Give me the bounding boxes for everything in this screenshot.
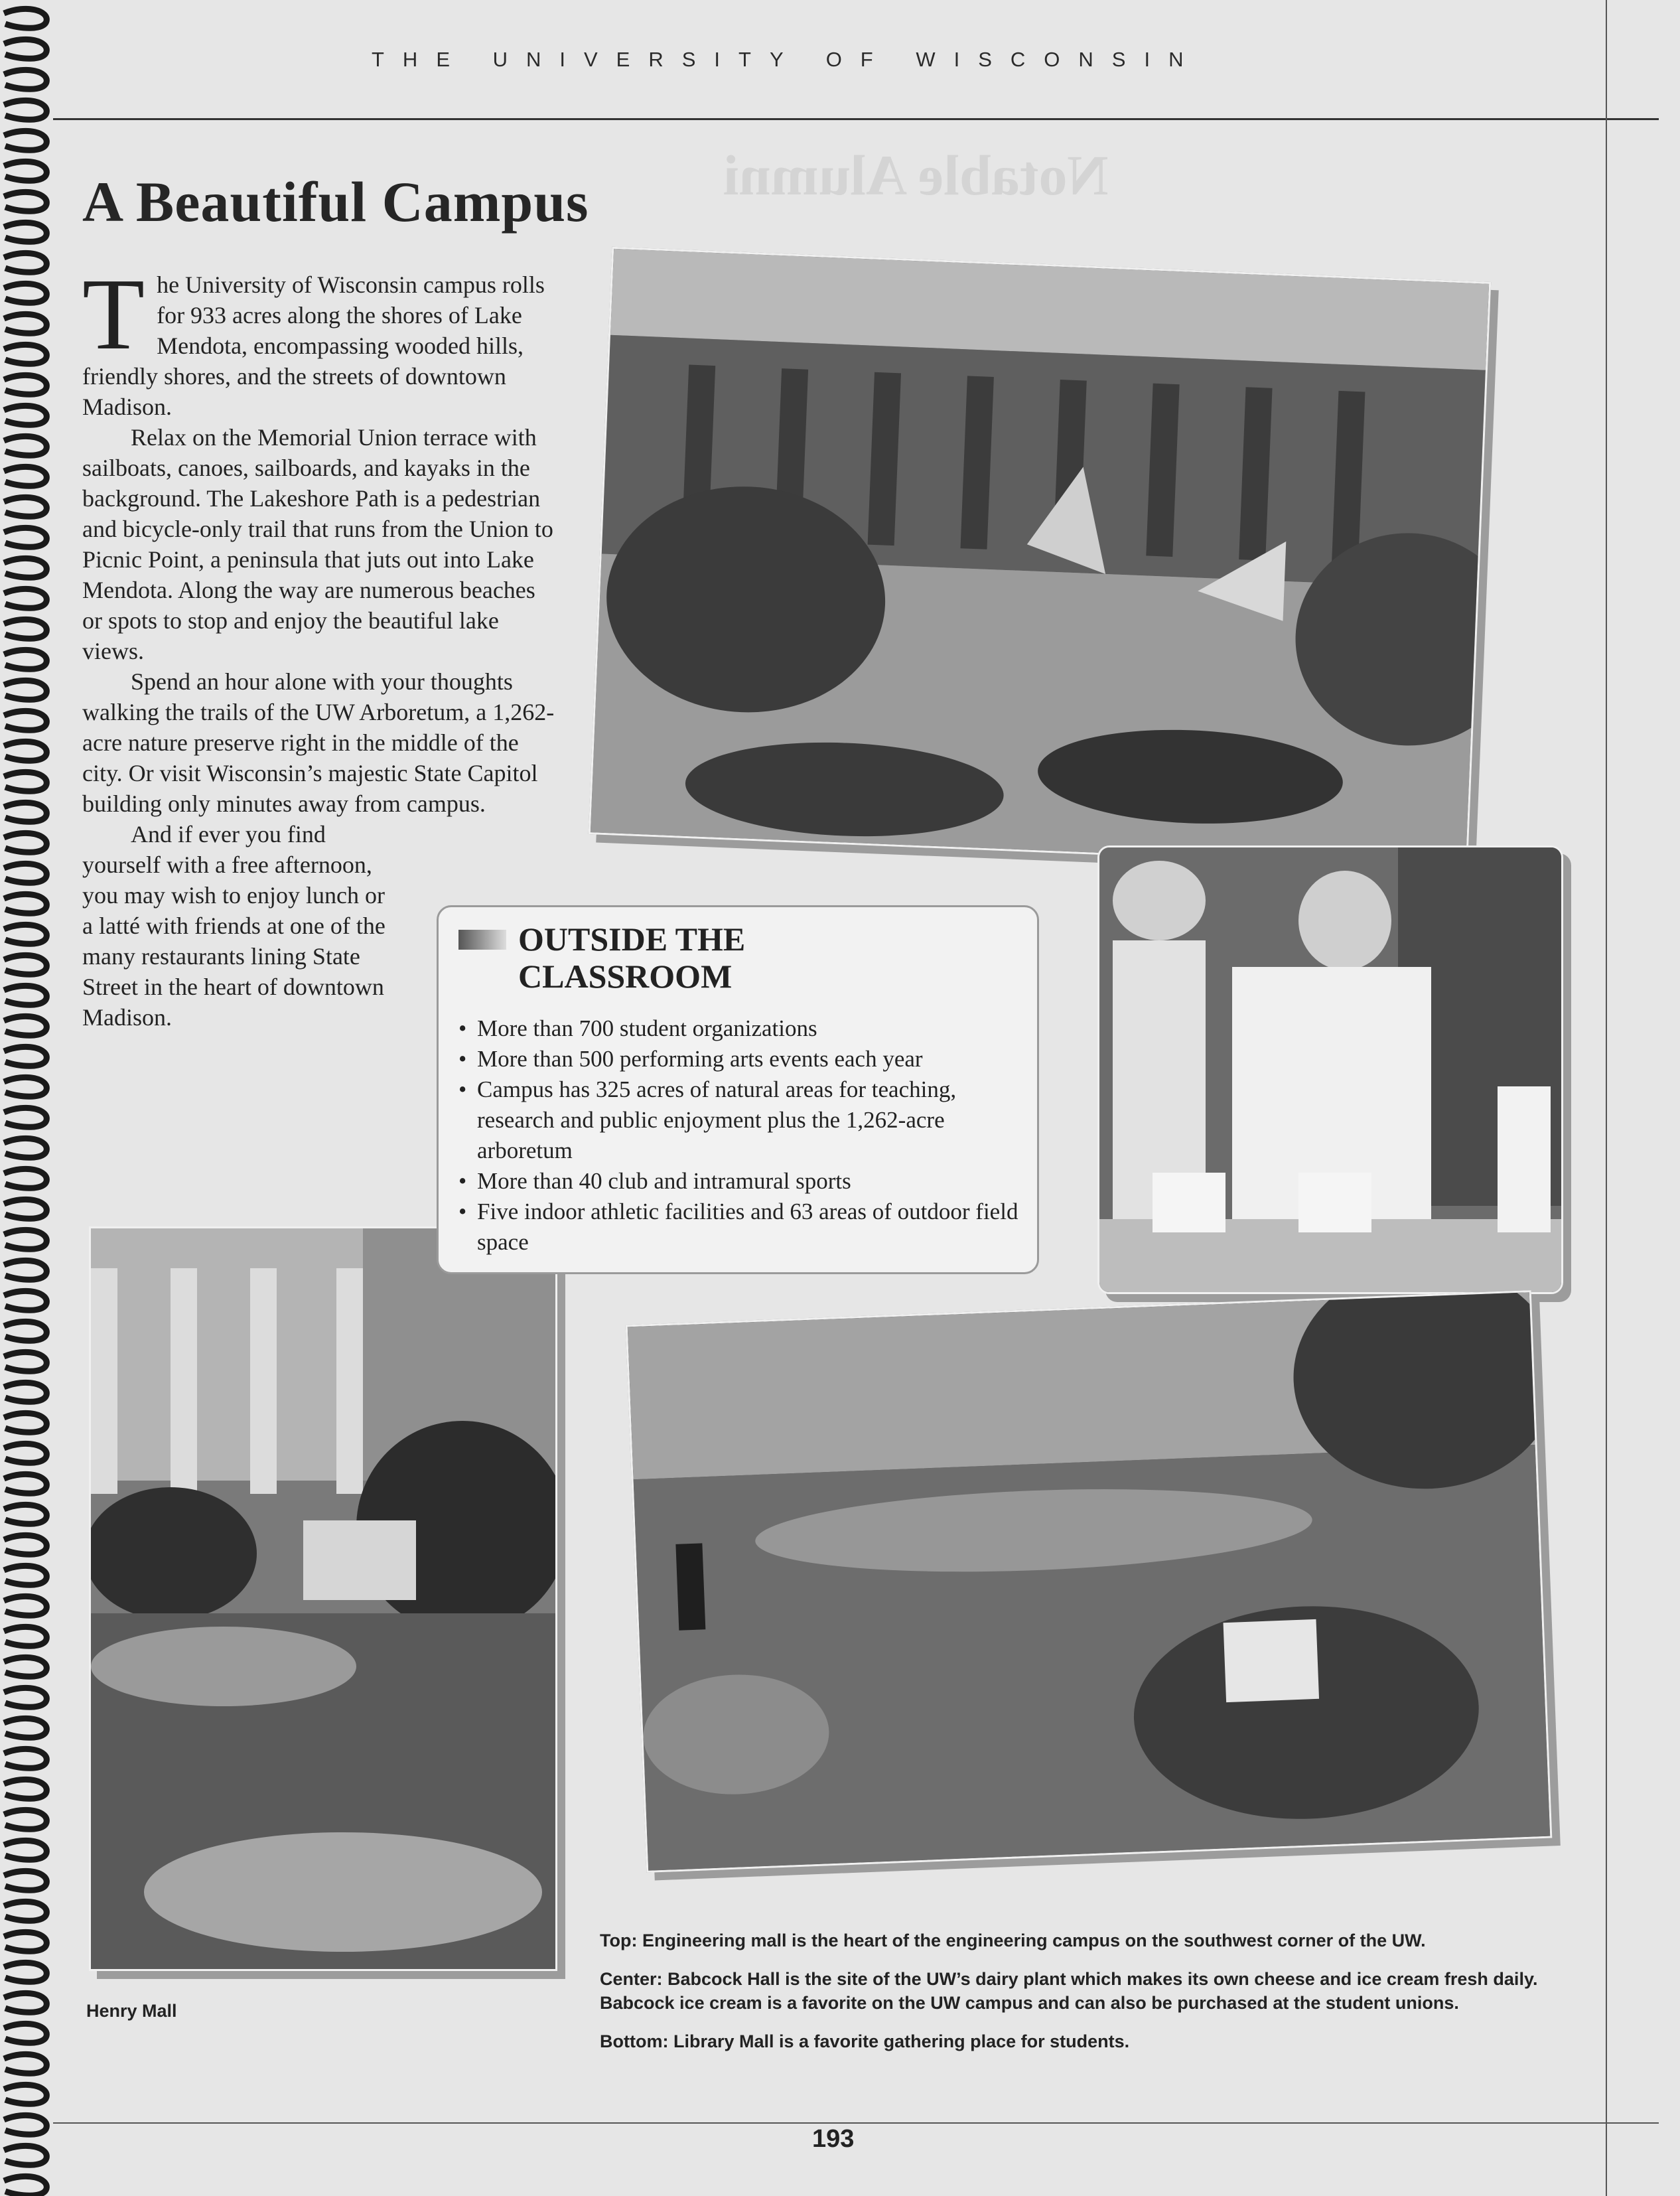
list-item: • More than 40 club and intramural sports [458, 1166, 1029, 1197]
spiral-coil [4, 1443, 46, 1463]
spiral-coil [4, 1718, 46, 1737]
page-number: 193 [812, 2125, 855, 2153]
spiral-coil [4, 405, 46, 425]
spiral-coil [4, 2115, 46, 2134]
drop-cap: T [82, 258, 145, 371]
spiral-coil [4, 9, 46, 28]
spiral-coil [4, 1566, 46, 1585]
spiral-coil [4, 314, 46, 333]
spiral-coil [4, 131, 46, 150]
spiral-coil [4, 558, 46, 577]
spiral-coil [4, 1321, 46, 1341]
list-item: • More than 500 performing arts events each year [458, 1044, 1029, 1074]
spiral-coil [4, 222, 46, 242]
spiral-coil [4, 2023, 46, 2043]
list-item: • Campus has 325 acres of natural areas for teaching, research and public enjoyment plus the 1,262-acre arboretum [458, 1074, 1029, 1166]
spiral-coil [4, 1108, 46, 1127]
caption-center: Center: Babcock Hall is the site of the UW’s dairy plant which makes its own cheese and ice cream fresh daily. Babcock ice cream is a favorite on the UW campus and can also be purchased at the student unions. [600, 1969, 1538, 2013]
spiral-coil [4, 161, 46, 181]
caption-bottom: Bottom: Library Mall is a favorite gathering place for students. [600, 2031, 1130, 2051]
spiral-coil [4, 1138, 46, 1157]
henry-mall-photo [89, 1226, 557, 1971]
list-item: • Five indoor athletic facilities and 63 areas of outdoor field space [458, 1197, 1029, 1258]
spiral-coil [4, 253, 46, 272]
henry-mall-caption: Henry Mall [86, 2001, 177, 2021]
spiral-coil [4, 924, 46, 944]
spiral-coil [4, 1749, 46, 1768]
bleed-through-title: Notable Alumni [723, 143, 1109, 207]
spiral-coil [4, 1047, 46, 1066]
spiral-binding [0, 0, 52, 2196]
spiral-coil [4, 1688, 46, 1707]
spiral-coil [4, 1382, 46, 1402]
paragraph-1: The University of Wisconsin campus rolls for 933 acres along the shores of Lake Mendota, encompassing wooded hills, friendly shores, and the streets of downtown Madison. [82, 258, 545, 420]
sidebar-heading: OUTSIDE THE CLASSROOM [518, 920, 746, 995]
caption-top: Top: Engineering mall is the heart of the engineering campus on the southwest corner of the UW. [600, 1931, 1426, 1950]
bottom-rule [53, 2122, 1659, 2124]
paragraph-4: And if ever you find yourself with a free afternoon, you may wish to enjoy lunch or a latté with friends at one of the many restaurants lining State Street in the heart of downtown Madison. [82, 821, 385, 1031]
spiral-coil [4, 528, 46, 547]
spiral-coil [4, 1810, 46, 1829]
spiral-coil [4, 467, 46, 486]
spiral-coil [4, 1413, 46, 1432]
spiral-coil [4, 2176, 46, 2195]
spiral-coil [4, 1871, 46, 1890]
spiral-coil [4, 1199, 46, 1218]
spiral-coil [4, 894, 46, 913]
spiral-coil [4, 711, 46, 730]
sidebar-list [458, 1013, 1029, 1258]
spiral-coil [4, 1077, 46, 1096]
spiral-coil [4, 2054, 46, 2073]
spiral-coil [4, 1474, 46, 1493]
spiral-coil [4, 192, 46, 211]
spiral-coil [4, 497, 46, 516]
spiral-coil [4, 772, 46, 791]
spiral-coil [4, 1352, 46, 1371]
library-mall-photo [626, 1290, 1553, 1873]
page-title: A Beautiful Campus [82, 169, 589, 234]
spiral-coil [4, 70, 46, 89]
spiral-coil [4, 955, 46, 974]
spiral-coil [4, 1535, 46, 1554]
spiral-coil [4, 680, 46, 699]
spiral-coil [4, 1901, 46, 1921]
babcock-hall-photo [1097, 845, 1563, 1294]
spiral-coil [4, 589, 46, 608]
paragraph-3: Spend an hour alone with your thoughts walking the trails of the UW Arboretum, a 1,262-acre nature preserve right in the middle of the city. Or visit Wisconsin’s majestic State Capitol building only minutes away from campus. [82, 668, 555, 817]
spiral-coil [4, 1504, 46, 1524]
outside-the-classroom-box [437, 905, 1039, 1274]
list-item: • More than 700 student organizations [458, 1013, 1029, 1044]
spiral-coil [4, 1962, 46, 1982]
spiral-coil [4, 1840, 46, 1860]
spiral-coil [4, 1016, 46, 1035]
paragraph-2: Relax on the Memorial Union terrace with sailboats, canoes, sailboards, and kayaks in the background. The Lakeshore Path is a pedestrian and bicycle-only trail that runs from the Union to Picnic Point, a peninsula that juts out into Lake Mendota. Along the way are numerous beaches or spots to stop and enjoy the beautiful lake views. [82, 424, 553, 664]
spiral-coil [4, 283, 46, 303]
top-rule [53, 118, 1659, 120]
spiral-coil [4, 2146, 46, 2165]
spiral-coil [4, 436, 46, 455]
spiral-coil [4, 2085, 46, 2104]
spiral-coil [4, 39, 46, 58]
spiral-coil [4, 802, 46, 822]
right-margin-rule [1606, 0, 1607, 2196]
spiral-coil [4, 1932, 46, 1951]
spiral-coil [4, 1230, 46, 1249]
spiral-coil [4, 375, 46, 394]
spiral-coil [4, 1627, 46, 1646]
spiral-coil [4, 863, 46, 883]
spiral-coil [4, 1596, 46, 1615]
heading-gradient-bar [458, 930, 506, 950]
running-head: THE UNIVERSITY OF WISCONSIN [372, 48, 1202, 71]
spiral-coil [4, 741, 46, 761]
spiral-coil [4, 986, 46, 1005]
spiral-coil [4, 833, 46, 852]
spiral-coil [4, 1260, 46, 1280]
spiral-coil [4, 1169, 46, 1188]
spiral-coil [4, 100, 46, 119]
spiral-coil [4, 1291, 46, 1310]
spiral-coil [4, 1993, 46, 2012]
spiral-coil [4, 650, 46, 669]
spiral-coil [4, 619, 46, 638]
spiral-coil [4, 1657, 46, 1676]
engineering-mall-photo [589, 247, 1491, 870]
spiral-coil [4, 344, 46, 364]
spiral-coil [4, 1779, 46, 1798]
